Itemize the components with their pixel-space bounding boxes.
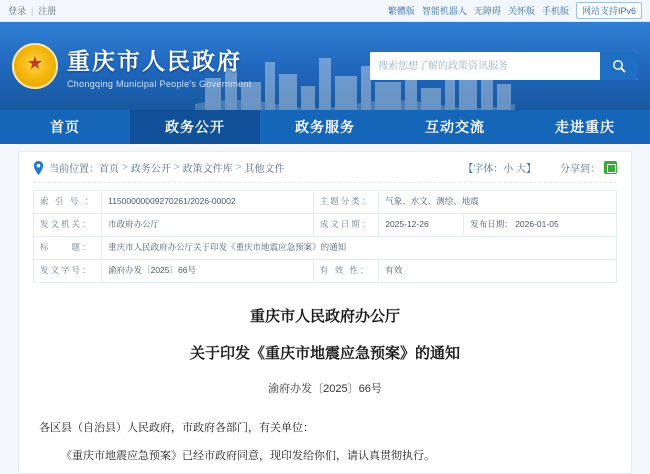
main-navigation	[0, 110, 650, 144]
table-row	[34, 236, 617, 259]
meta-value-document-number: 渝府办发〔2025〕66号	[102, 259, 314, 282]
register-link[interactable]: 注册	[38, 6, 57, 16]
emblem-star: ★	[26, 53, 44, 74]
search-input[interactable]	[370, 52, 600, 80]
document-number: 渝府办发〔2025〕66号	[268, 382, 382, 395]
breadcrumb-item-policy-library[interactable]: 政策文件库	[182, 164, 233, 175]
meta-value-published-date: 2026-01-05	[515, 218, 559, 229]
topbar-divider: |	[31, 5, 34, 16]
meta-value-subject-category: 气象、水文、测绘、地震	[379, 191, 617, 214]
site-subtitle: Chongqing Municipal People's Government	[67, 79, 252, 89]
table-row	[34, 259, 617, 282]
breadcrumb-item-other-documents[interactable]: 其他文件	[244, 164, 285, 175]
site-header	[0, 22, 650, 110]
meta-label-published-date: 发布日期：	[470, 218, 513, 229]
breadcrumb-separator-3: >	[235, 162, 242, 173]
meta-label-index-number: 索 引 号 ：	[34, 191, 102, 214]
document-salutation: 各区县（自治县）人民政府，市政府各部门，有关单位：	[39, 421, 314, 434]
meta-label-subject-category: 主题分类：	[313, 191, 379, 214]
document-body	[33, 305, 617, 468]
breadcrumb-prefix: 当前位置：	[49, 164, 99, 175]
meta-value-issuing-agency: 市政府办公厅	[102, 213, 314, 236]
table-row	[34, 191, 617, 214]
content-area	[0, 144, 650, 474]
topbar-quick-links	[388, 2, 642, 19]
page-title: 关于印发《重庆市地震应急预案》的通知	[189, 345, 460, 362]
font-size-small-button[interactable]: 小	[503, 164, 514, 175]
login-link[interactable]: 登录	[8, 6, 27, 16]
meta-value-title: 重庆市人民政府办公厅关于印发《重庆市地震应急预案》的通知	[102, 236, 617, 259]
national-emblem-icon	[12, 43, 58, 89]
nav-item-home[interactable]: 首页	[50, 119, 80, 135]
meta-label-document-number: 发文字号：	[34, 259, 102, 282]
breadcrumb-item-disclosure[interactable]: 政务公开	[130, 164, 171, 175]
site-title: 重庆市人民政府	[67, 49, 242, 74]
breadcrumb-item-home[interactable]: 首页	[99, 164, 119, 175]
meta-value-index-number: 11500000009270261/2026-00002	[102, 191, 314, 214]
link-smart-robot[interactable]: 智能机器人	[421, 6, 467, 16]
site-identity	[67, 43, 252, 89]
font-size-large-button[interactable]: 大	[516, 164, 526, 175]
share-control	[560, 160, 617, 175]
meta-value-validity: 有效	[379, 259, 617, 282]
document-card	[18, 151, 632, 474]
document-issuing-office: 重庆市人民政府办公厅	[249, 308, 400, 325]
top-utility-bar	[0, 0, 650, 22]
search-button[interactable]	[600, 52, 638, 80]
nav-item-government-affairs-disclosure[interactable]: 政务公开	[130, 110, 260, 144]
meta-label-validity: 有 效 性：	[313, 259, 379, 282]
nav-item-about-chongqing[interactable]: 走进重庆	[555, 119, 615, 135]
meta-label-title: 标 题：	[34, 236, 102, 259]
account-links	[8, 4, 56, 17]
link-traditional-chinese[interactable]: 繁體版	[387, 6, 415, 16]
ipv6-badge: 网站支持IPv6	[576, 2, 642, 19]
meta-label-issuing-agency: 发文机关：	[34, 213, 102, 236]
meta-label-written-date: 成文日期：	[313, 213, 379, 236]
share-label: 分享到：	[560, 164, 600, 175]
breadcrumb-separator-2: >	[173, 162, 180, 173]
nav-item-interaction[interactable]: 互动交流	[425, 119, 485, 135]
breadcrumb	[33, 160, 617, 183]
document-metadata-table	[33, 190, 617, 283]
document-paragraph-1: 《重庆市地震应急预案》已经市政府同意，现印发给你们，请认真贯彻执行。	[61, 450, 435, 463]
site-search[interactable]	[370, 52, 638, 80]
meta-value-written-date: 2025-12-26	[379, 213, 464, 236]
search-icon	[612, 59, 626, 73]
link-mobile-version[interactable]: 手机版	[541, 6, 569, 16]
link-accessibility[interactable]: 无障碍	[473, 6, 501, 16]
font-size-control	[463, 160, 536, 175]
location-pin-icon	[33, 161, 44, 175]
meta-published-date	[464, 213, 617, 236]
table-row	[34, 213, 617, 236]
font-size-label: 【字体：	[463, 164, 504, 175]
breadcrumb-separator-1: >	[122, 162, 128, 173]
nav-item-government-services[interactable]: 政务服务	[295, 119, 355, 135]
link-care-version[interactable]: 关怀版	[507, 6, 535, 16]
font-size-tail: 】	[526, 164, 536, 175]
share-green-icon[interactable]	[604, 161, 617, 174]
